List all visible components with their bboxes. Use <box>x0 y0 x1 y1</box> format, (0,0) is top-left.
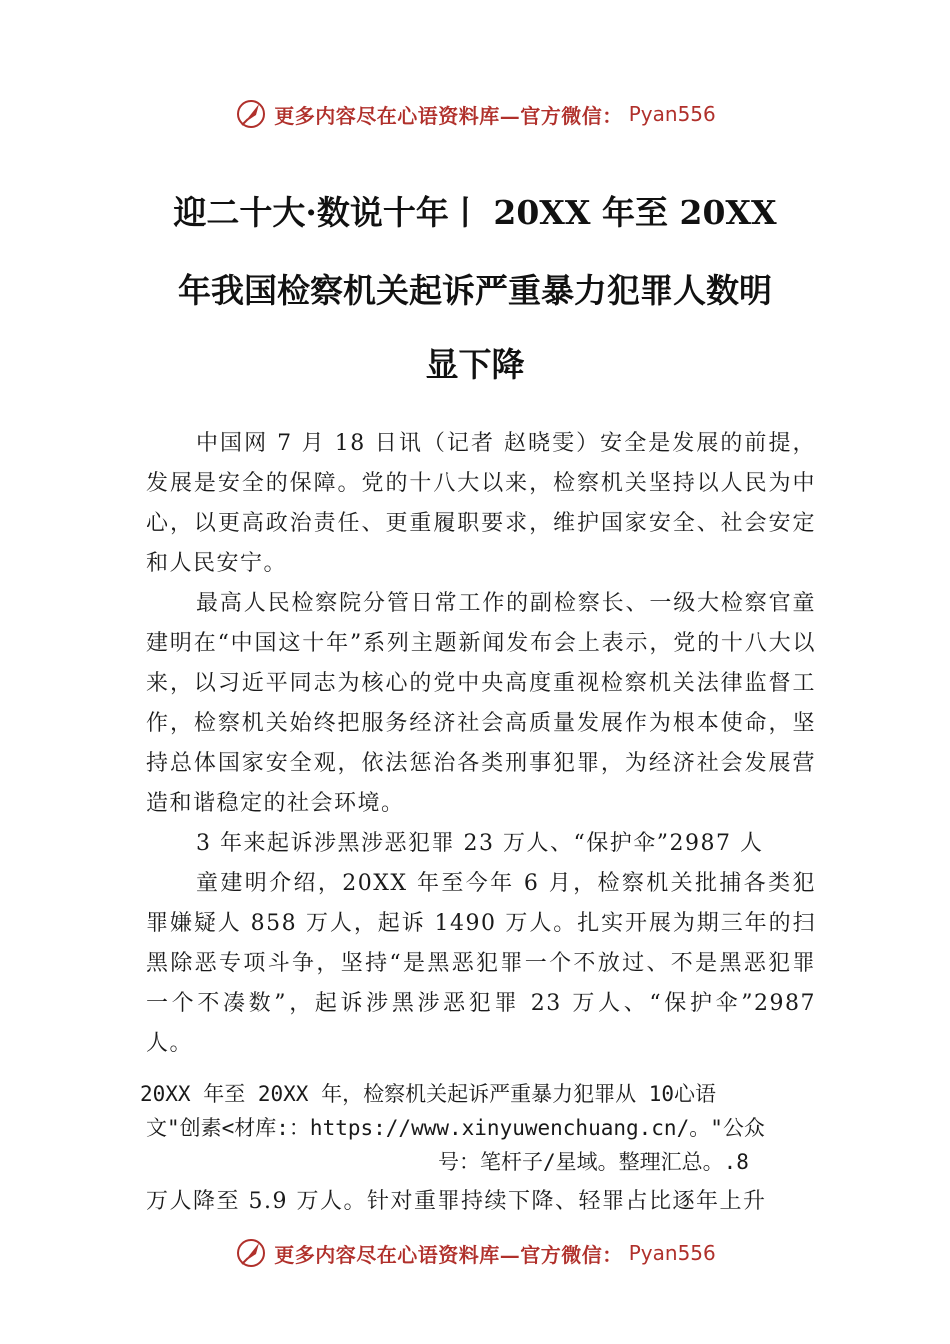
banner-wechat-id: Pyan556 <box>628 1241 716 1265</box>
title-line-3: 显下降 <box>425 345 525 384</box>
section-subheading: 3 年来起诉涉黑涉恶犯罪 23 万人、“保护伞”2987 人 <box>196 831 764 856</box>
quill-pen-logo-icon <box>234 1236 268 1270</box>
paragraph-4-line-4: 万人降至 5.9 万人。针对重罪持续下降、轻罪占比逐年上升 <box>146 1189 767 1214</box>
title-line-1: 迎二十大·数说十年丨 20XX 年至 20XX <box>173 193 777 232</box>
banner-text: 更多内容尽在心语资料库—官方微信： <box>274 103 623 128</box>
footer-banner <box>0 1233 950 1273</box>
paragraph-2: 最高人民检察院分管日常工作的副检察长、一级大检察官童建明在“中国这十年”系列主题新闻发布会上表示，党的十八大以来，以习近平同志为核心的党中央高度重视检察机关法律监督工作，检察机关始终把服务经济社会高质量发展作为根本使命，坚持总体国家安全观，依法惩治各类刑事犯罪，为经济社会发展营造和谐稳定的社会环境。 <box>146 591 816 816</box>
paragraph-4-line-3: 号：笔杆子/星域。整理汇总。.8 <box>438 1150 749 1174</box>
quill-pen-logo-icon <box>234 97 268 131</box>
paragraph-3: 童建明介绍，20XX 年至今年 6 月，检察机关批捕各类犯罪嫌疑人 858 万人，起诉 1490 万人。扎实开展为期三年的扫黑除恶专项斗争，坚持“是黑恶犯罪一个不放过、不是黑恶犯罪一个不凑数”，起诉涉黑涉恶犯罪 23 万人、“保护伞”2987 人。 <box>146 871 816 1056</box>
banner-wechat-id: Pyan556 <box>628 102 716 126</box>
banner-text: 更多内容尽在心语资料库—官方微信： <box>274 1242 623 1267</box>
header-banner <box>0 94 950 134</box>
paragraph-1: 中国网 7 月 18 日讯（记者 赵晓雯）安全是发展的前提，发展是安全的保障。党的十八大以来，检察机关坚持以人民为中心，以更高政治责任、更重履职要求，维护国家安全、社会安定和人民安宁。 <box>146 431 816 576</box>
paragraph-4-line-2: 文"创素<材库:：https://www.xinyuwenchuang.cn/。"公众 <box>146 1116 765 1140</box>
paragraph-4-line-1: 20XX 年至 20XX 年，检察机关起诉严重暴力犯罪从 10心语 <box>140 1082 717 1106</box>
title-line-2: 年我国检察机关起诉严重暴力犯罪人数明 <box>178 271 772 310</box>
article-title <box>120 184 830 394</box>
